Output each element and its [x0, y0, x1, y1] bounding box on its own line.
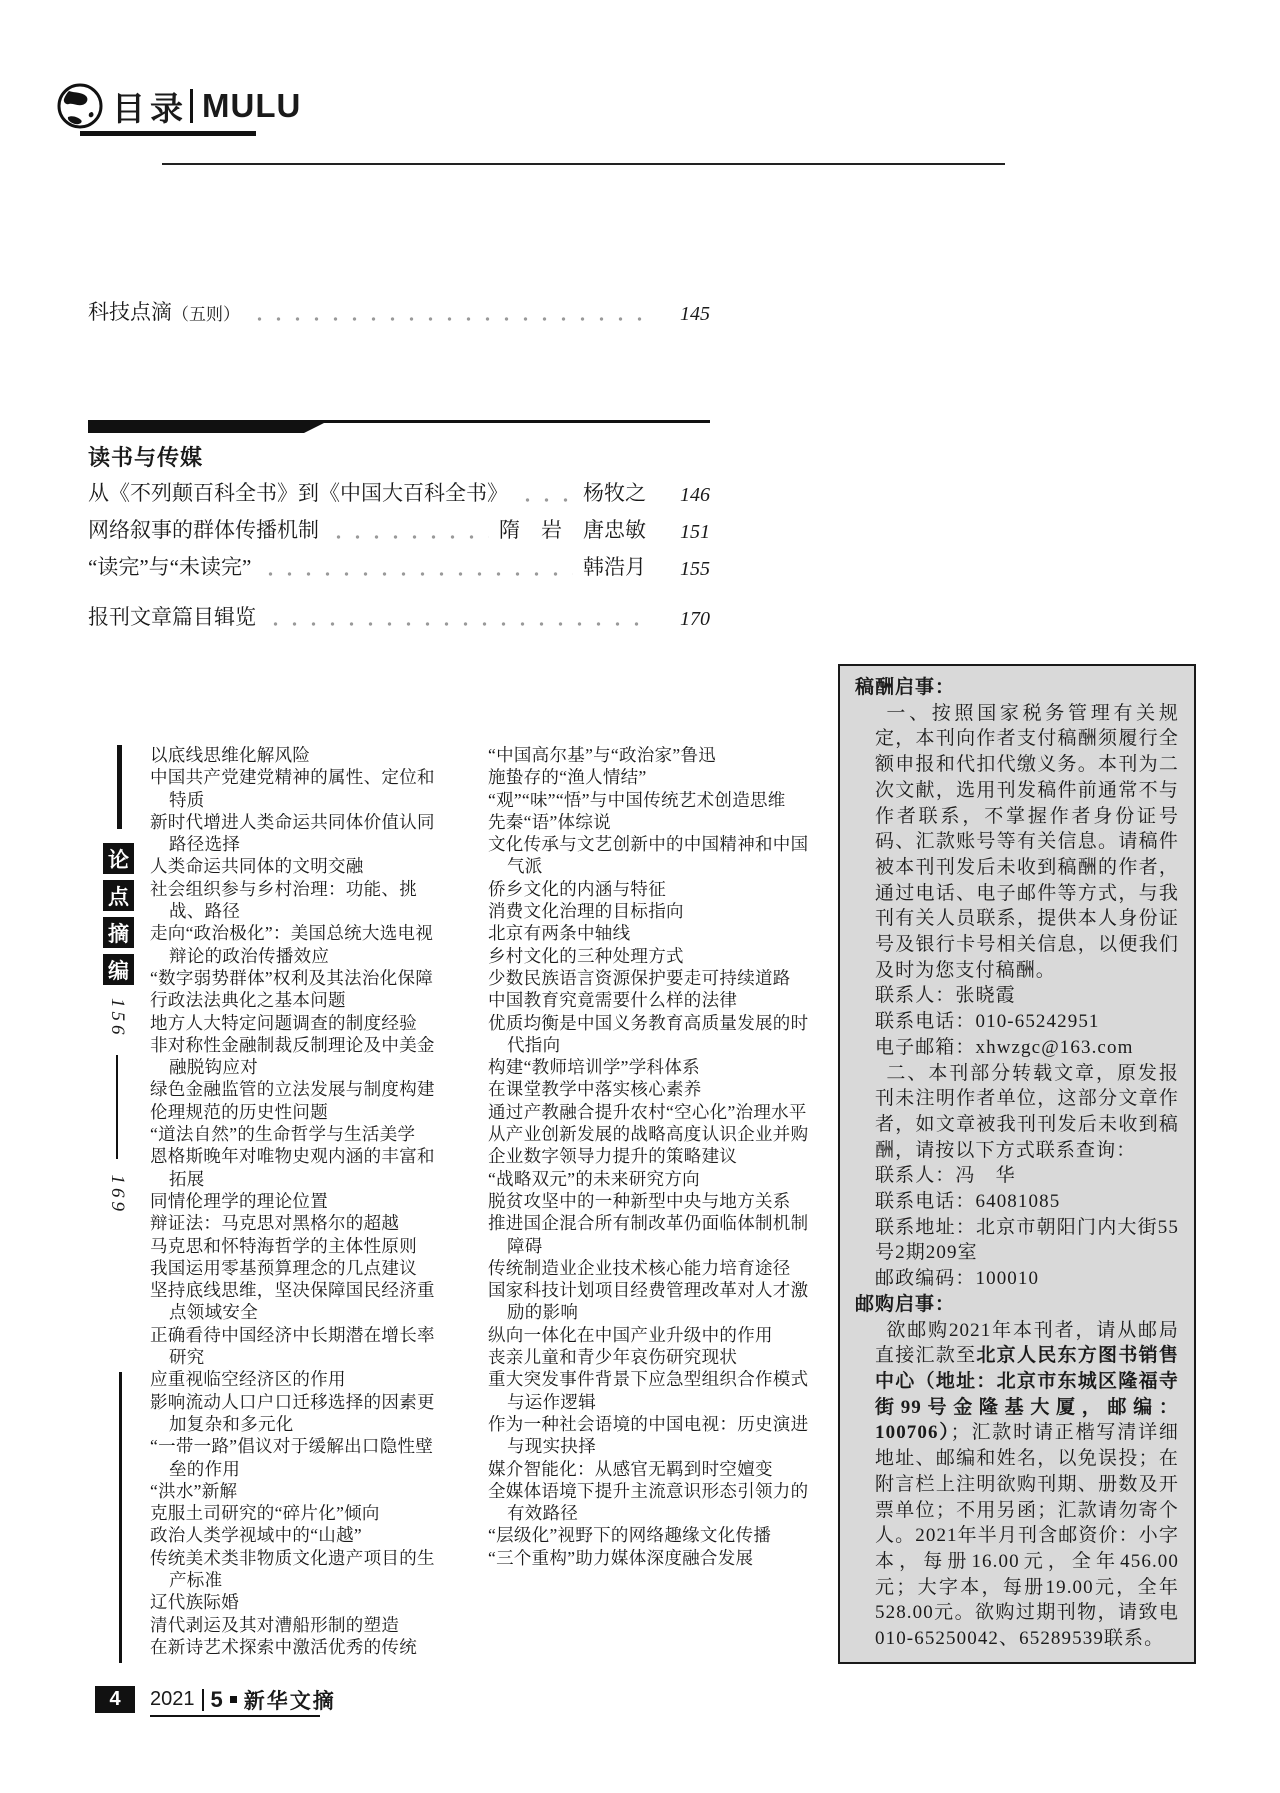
toc-entry-authors: 韩浩月: [583, 555, 646, 579]
digest-item: 消费文化治理的目标指向: [488, 901, 684, 922]
section-divider: [88, 420, 710, 433]
footer-journal-label: [150, 1686, 336, 1713]
digest-item: 侨乡文化的内涵与特征: [488, 878, 666, 899]
digest-item: 重大突发事件背景下应急型组织合作模式与运作逻辑: [488, 1369, 809, 1412]
section-title: 读书与传媒: [88, 445, 204, 470]
masthead-title-cn: 目录: [112, 89, 188, 127]
digest-item: 以底线思维化解风险: [150, 745, 311, 765]
digest-item: 恩格斯晚年对唯物史观内涵的丰富和拓展: [150, 1146, 435, 1189]
toc-entry-authors: 隋 岩 唐忠敏: [499, 518, 646, 542]
digest-item: “一带一路”倡议对于缓解出口隐性壁垒的作用: [150, 1436, 434, 1479]
digest-item: 人类命运共同体的文明交融: [150, 856, 364, 877]
digest-item: 丧亲儿童和青少年哀伤研究现状: [488, 1347, 738, 1368]
digest-item: 同情伦理学的理论位置: [150, 1190, 328, 1211]
toc-entry-page: 146: [680, 484, 710, 506]
digest-item: 克服土司研究的“碎片化”倾向: [150, 1503, 380, 1524]
notice-heading: 邮购启事：: [855, 1293, 956, 1315]
footer-journal-name: 新华文摘: [243, 1689, 336, 1713]
digest-item: 绿色金融监管的立法发展与制度构建: [150, 1079, 435, 1100]
toc-entry-subtitle: （五则）: [172, 305, 240, 324]
dot-leader: [261, 559, 573, 579]
masthead-underline: [80, 131, 256, 136]
footer-page-number: 4: [95, 1686, 135, 1713]
notice-line: 联系人：张晓霞: [875, 985, 1016, 1007]
section-divider-wedge: [88, 420, 330, 433]
digest-item: “三个重构”助力媒体深度融合发展: [488, 1547, 754, 1568]
notice-text: 欲邮购2021年本刊者，请从邮局直接汇款至: [875, 1319, 1179, 1367]
digest-item: 通过产教融合提升农村“空心化”治理水平: [488, 1101, 807, 1122]
masthead: [56, 82, 301, 130]
digest-rail-char: 编: [103, 954, 134, 985]
digest-item: 中国教育究竟需要什么样的法律: [488, 990, 738, 1011]
digest-item: 全媒体语境下提升主流意识形态引领力的有效路径: [488, 1480, 809, 1524]
digest-rail-tick: [117, 745, 122, 829]
digest-item: 从产业创新发展的战略高度认识企业并购: [488, 1124, 809, 1145]
digest-item: 脱贫攻坚中的一种新型中央与地方关系: [488, 1190, 791, 1211]
digest-item: 作为一种社会语境的中国电视：历史演进与现实抉择: [488, 1413, 809, 1457]
footer-square-icon: [230, 1696, 237, 1703]
masthead-title-en: MULU: [202, 87, 302, 124]
digest-item: 坚持底线思维，坚决保障国民经济重点领域安全: [150, 1280, 435, 1323]
toc-entry-page: 170: [680, 608, 710, 630]
notice-line: 联系人：冯 华: [875, 1165, 1016, 1187]
notice-heading: 稿酬启事：: [855, 677, 956, 698]
dot-leader: [518, 485, 573, 505]
digest-item: 地方人大特定问题调查的制度经验: [150, 1012, 417, 1033]
digest-rail-char: 论: [103, 843, 134, 874]
digest-item: 正确看待中国经济中长期潜在增长率研究: [150, 1324, 435, 1368]
digest-item: 传统美术类非物质文化遗产项目的生产标准: [150, 1547, 435, 1590]
digest-item: 优质均衡是中国义务教育高质量发展的时代指向: [488, 1012, 809, 1055]
digest-column-2: [488, 744, 818, 1569]
notice-line: 联系地址：北京市朝阳门内大街55号2期209室: [875, 1216, 1179, 1264]
digest-item: 北京有两条中轴线: [488, 923, 631, 944]
digest-item: “道法自然”的生命哲学与生活美学: [150, 1124, 416, 1145]
notice-line: 联系电话：010-65242951: [875, 1011, 1100, 1033]
notice-bold-text: 北京人民东方图书销售中心（地址：北京市东城区隆福寺街99号金隆基大厦，邮编：100706）: [875, 1345, 1179, 1444]
digest-item: 纵向一体化在中国产业升级中的作用: [488, 1324, 773, 1345]
toc-entry-row: [88, 477, 710, 507]
digest-range-end: 169: [107, 1174, 128, 1215]
digest-item: 推进国企混合所有制改革仍面临体制机制障碍: [488, 1213, 809, 1256]
footer-underline: [150, 1715, 320, 1717]
notice-line: 电子邮箱：xhwzgc@163.com: [875, 1036, 1134, 1058]
toc-entry-page: 145: [680, 303, 710, 325]
digest-item: 我国运用零基预算理念的几点建议: [150, 1257, 417, 1278]
digest-item: 中国共产党建党精神的属性、定位和特质: [150, 767, 435, 810]
toc-entry-row: [88, 551, 710, 581]
notice-text: 二、本刊部分转载文章，原发报刊未注明作者单位，这部分文章作者，如文章被我刊刊发后未收到稿酬，请按以下方式联系查询：: [875, 1062, 1179, 1161]
digest-item: 在课堂教学中落实核心素养: [488, 1079, 702, 1100]
toc-row-baokan: [88, 601, 710, 631]
notice-box: [838, 664, 1196, 1664]
digest-item: 少数民族语言资源保护要走可持续道路: [488, 967, 791, 988]
masthead-divider: [190, 89, 193, 123]
digest-item: 影响流动人口户口迁移选择的因素更加复杂和多元化: [150, 1391, 435, 1434]
digest-item: 辽代族际婚: [150, 1592, 239, 1613]
digest-item: 国家科技计划项目经费管理改革对人才激励的影响: [488, 1280, 809, 1323]
notice-text: ；汇款时请正楷写清详细地址、邮编和姓名，以免误投；在附言栏上注明欲购刊期、册数及开票单位；不用另函；汇款请勿寄个人。2021年半月刊含邮资价：小字本，每册16.00元，全年456.00元；大字本，每册19.00元，全年528.00元。欲购过期刊物，请致电010-65250042、65289539联系。: [875, 1422, 1179, 1650]
digest-item: 在新诗艺术探索中激活优秀的传统: [150, 1636, 417, 1657]
toc-entry-title: “读完”与“未读完”: [88, 555, 252, 579]
digest-item: 先秦“语”体综说: [488, 811, 611, 832]
digest-item: 企业数字领导力提升的策略建议: [488, 1146, 738, 1167]
digest-item: 施蛰存的“渔人情结”: [488, 767, 647, 788]
digest-item: 乡村文化的三种处理方式: [488, 945, 684, 966]
footer-issue: 5: [210, 1686, 223, 1712]
toc-entry-page: 155: [680, 558, 710, 580]
digest-page-range: [104, 998, 130, 1358]
digest-item: 清代剥运及其对漕船形制的塑造: [150, 1614, 400, 1635]
digest-item: 辩证法：马克思对黑格尔的超越: [150, 1213, 400, 1234]
digest-item: 构建“教师培训学”学科体系: [488, 1057, 700, 1078]
digest-item: 马克思和怀特海哲学的主体性原则: [150, 1235, 417, 1256]
digest-rail-rule: [119, 1372, 122, 1663]
footer-year: 2021: [150, 1688, 195, 1710]
toc-row-keji: [88, 296, 710, 326]
digest-item: “观”“味”“悟”与中国传统艺术创造思维: [488, 789, 786, 810]
globe-icon: [56, 82, 104, 130]
toc-entry-page: 151: [680, 521, 710, 543]
toc-entry-title: 网络叙事的群体传播机制: [88, 518, 319, 542]
digest-item: 走向“政治极化”：美国总统大选电视辩论的政治传播效应: [150, 923, 434, 966]
footer-divider: [202, 1689, 204, 1711]
digest-range-dash: [116, 1055, 118, 1159]
toc-entry-title: 报刊文章篇目辑览: [88, 605, 256, 629]
digest-item: 应重视临空经济区的作用: [150, 1369, 346, 1390]
notice-line: 邮政编码：100010: [875, 1268, 1040, 1290]
digest-item: 媒介智能化：从感官无羁到时空嬗变: [488, 1458, 773, 1479]
digest-column-1: [150, 744, 446, 1658]
dot-leader: [266, 609, 652, 629]
digest-rail-char: 摘: [103, 917, 134, 948]
notice-paragraph: [875, 1061, 1179, 1164]
toc-entry-row: [88, 514, 710, 544]
notice-paragraph: [875, 1318, 1179, 1652]
digest-item: 政治人类学视域中的“山越”: [150, 1525, 362, 1546]
digest-item: 非对称性金融制裁反制理论及中美金融脱钩应对: [150, 1034, 435, 1078]
toc-entry-authors: 杨牧之: [583, 481, 646, 505]
digest-item: “中国高尔基”与“政治家”鲁迅: [488, 745, 717, 765]
digest-item: 传统制造业企业技术核心能力培育途径: [488, 1257, 791, 1278]
digest-item: 新时代增进人类命运共同体价值认同路径选择: [150, 811, 435, 855]
toc-entry-title: 从《不列颠百科全书》到《中国大百科全书》: [88, 481, 508, 505]
toc-entry-title: 科技点滴: [88, 300, 172, 324]
digest-item: 行政法法典化之基本问题: [150, 990, 346, 1011]
digest-range-start: 156: [107, 998, 128, 1039]
digest-item: 伦理规范的历史性问题: [150, 1101, 328, 1122]
digest-item: “层级化”视野下的网络趣缘文化传播: [488, 1525, 772, 1546]
digest-item: “洪水”新解: [150, 1480, 238, 1501]
dot-leader: [329, 522, 489, 542]
digest-item: “战略双元”的未来研究方向: [488, 1168, 700, 1189]
notice-line: 联系电话：64081085: [875, 1191, 1061, 1213]
notice-text: 一、按照国家税务管理有关规定，本刊向作者支付稿酬须履行全额申报和代扣代缴义务。本刊为二次文献，选用刊发稿件前通常不与作者联系，不掌握作者身份证号码、汇款账号等有关信息。请稿件被本刊刊发后未收到稿酬的作者，通过电话、电子邮件等方式，与我刊有关人员联系，提供本人身份证号及银行卡号相关信息，以便我们及时为您支付稿酬。: [875, 702, 1179, 981]
notice-paragraph: [875, 701, 1179, 984]
top-rule: [162, 163, 1005, 165]
digest-item: 文化传承与文艺创新中的中国精神和中国气派: [488, 834, 809, 877]
digest-rail-char: 点: [103, 880, 134, 911]
digest-item: 社会组织参与乡村治理：功能、挑战、路径: [150, 878, 417, 922]
dot-leader: [250, 304, 652, 324]
digest-item: “数字弱势群体”权利及其法治化保障: [150, 967, 434, 988]
